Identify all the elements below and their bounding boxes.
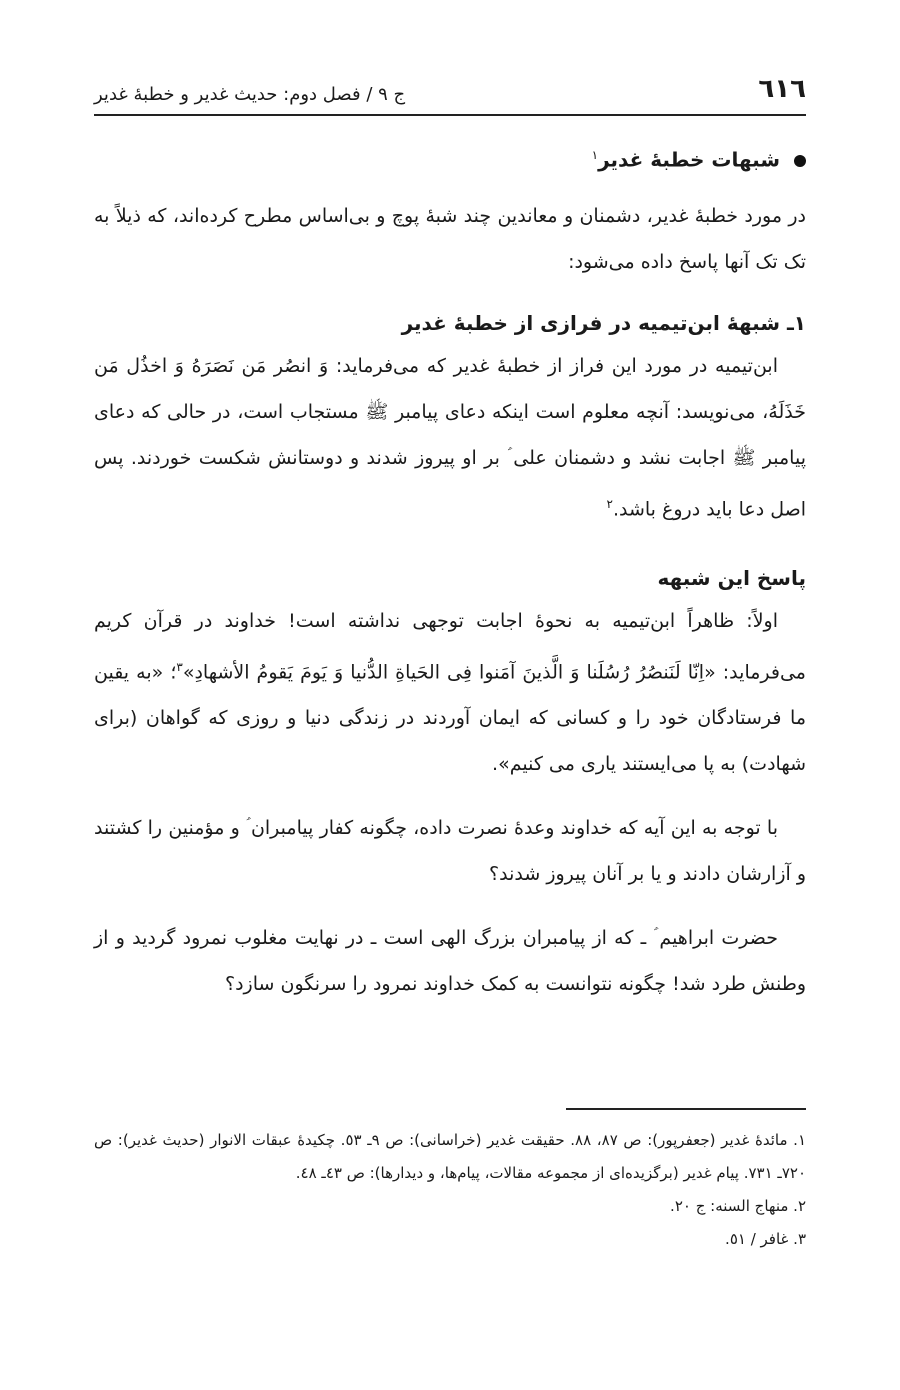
footnote-1: ١. مائدهٔ غدیر (جعفرپور): ص ٨٧، ٨٨. حقیقت غدیر (خراسانی): ص ۹ـ ٥٣. چکیدهٔ عبقات الانوار (حدیث غدیر): ص ٧٢٠ـ ٧٣١. پیام غدیر (برگزیده‌ای از مجموعه مقالات، پیام‌ها، و دیدارها): ص ٤٣ـ ٤٨. xyxy=(94,1131,806,1182)
footnote-3: ٣. غافر / ٥١. xyxy=(725,1230,806,1248)
item1-paragraph xyxy=(94,343,806,532)
section-title: شبهات خطبهٔ غدیر xyxy=(598,147,780,172)
bullet-icon xyxy=(794,155,806,167)
answer-paragraph-3: حضرت ابراهیم ؑ ـ که از پیامبران بزرگ الهی است ـ در نهایت مغلوب نمرود گردید و از وطنش طرد شد! چگونه نتوانست به کمک خداوند نمرود را سرنگون سازد؟ xyxy=(94,927,806,996)
answer-paragraph-1 xyxy=(94,598,806,787)
answer-p1-tail: ؛ «به یقین ما فرستادگان خود را و کسانی که ایمان آوردند در زندگی دنیا و روزی که گواهان (برای شهادت) به پا می‌ایستند یاری می کنیم». xyxy=(94,661,806,776)
footnote-ref-2: ٢ xyxy=(606,496,613,511)
footnote-divider xyxy=(566,1108,806,1110)
answer-paragraph-2: با توجه به این آیه که خداوند وعدهٔ نصرت داده، چگونه کفار پیامبران ؑ و مؤمنین را کشتند و آزارشان دادند و یا بر آنان پیروز شدند؟ xyxy=(94,817,806,886)
chapter-title: ج ۹ / فصل دوم: حدیث غدیر و خطبهٔ غدیر xyxy=(94,84,406,105)
running-head xyxy=(94,64,806,116)
footnote-ref-3: ٣ xyxy=(176,659,183,674)
answer-p1-text: اولاً: ظاهراً ابن‌تیمیه به نحوهٔ اجابت توجهی نداشته است! خداوند در قرآن کریم می‌فرماید: «اِنّا لَنَنصُرُ رُسُلَنا وَ الَّذینَ آمَنوا فِی الحَیاةِ الدُّنیا وَ یَومَ یَقومُ الأشهادِ» xyxy=(94,609,806,684)
main-text xyxy=(94,138,806,1007)
footnote-2: ٢. منهاج السنه: ج ٢٠. xyxy=(670,1197,806,1215)
book-page xyxy=(94,0,806,1390)
page-number: ٦١٦ xyxy=(758,74,806,104)
item1-text: ابن‌تیمیه در مورد این فراز از خطبهٔ غدیر که می‌فرماید: وَ انصُر مَن نَصَرَهُ وَ اخذُل مَن خَذَلَهُ، می‌نویسد: آنچه معلوم است اینکه دعای پیامبر ﷺ مستجاب است، در حالی که دعای پیامبر ﷺ اجابت نشد و دشمنان علی ؑ بر او پیروز شدند و دوستانش شکست خوردند. پس اصل دعا باید دروغ باشد. xyxy=(94,354,806,520)
answer-heading: پاسخ این شبهه xyxy=(657,565,806,590)
footnotes xyxy=(94,1124,806,1256)
intro-paragraph: در مورد خطبهٔ غدیر، دشمنان و معاندین چند شبهٔ پوچ و بی‌اساس مطرح کرده‌اند، که ذیلاً به تک تک آنها پاسخ داده می‌شود: xyxy=(94,204,806,273)
footnote-ref-1: ١ xyxy=(591,148,599,162)
section-heading xyxy=(94,138,806,177)
item1-heading: ١ـ شبههٔ ابن‌تیمیه در فرازی از خطبهٔ غدیر xyxy=(401,310,806,335)
